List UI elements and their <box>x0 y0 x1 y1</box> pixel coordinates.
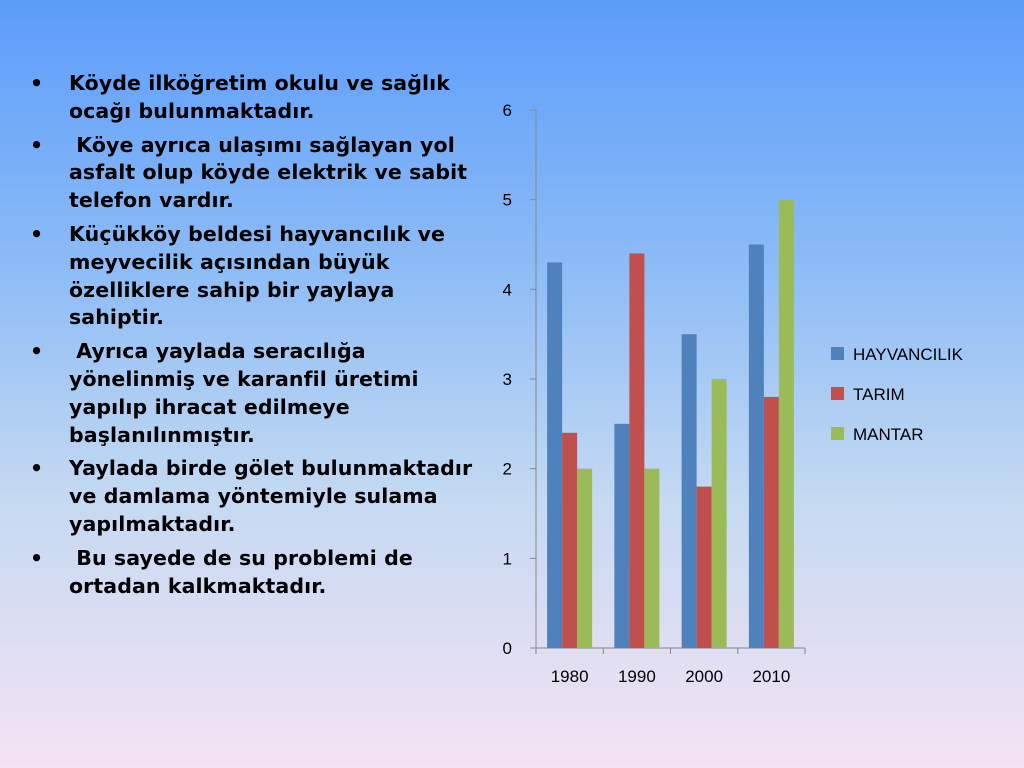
x-tick-label: 2010 <box>752 667 791 686</box>
y-tick-label: 4 <box>502 280 512 300</box>
bullet-text: Köyde ilköğretim okulu ve sağlık ocağı bulunmaktadır. <box>69 71 450 123</box>
bullet-text: Küçükköy beldesi hayvancılık ve meyvecilik açısından büyük özelliklere sahip bir yaylaya sahiptir. <box>69 221 446 330</box>
legend-label: MANTAR <box>853 425 924 444</box>
bullet-marker: • <box>30 71 44 95</box>
bullet-item <box>22 545 484 601</box>
bar-mantar-1980 <box>577 469 592 648</box>
bullet-text: Ayrıca yaylada seracılığa yönelinmiş ve karanfil üretimi yapılıp ihracat edilmeye başlanılınmıştır. <box>69 339 426 447</box>
bar-hayvancilik-2010 <box>749 245 764 649</box>
x-tick-label: 1980 <box>550 667 589 686</box>
bullet-list <box>22 70 484 606</box>
bullet-marker: • <box>30 456 44 481</box>
bar-hayvancilik-1980 <box>547 262 562 648</box>
bullet-item <box>22 70 484 126</box>
y-tick-label: 3 <box>502 370 512 389</box>
y-tick-label: 2 <box>502 459 512 479</box>
bullet-marker: • <box>30 221 44 246</box>
bullet-text: Bu sayede de su problemi de ortadan kalkmaktadır. <box>69 545 421 598</box>
bar-chart <box>490 90 1010 710</box>
y-tick-label: 0 <box>502 639 512 658</box>
bar-tarim-1980 <box>562 433 577 648</box>
bullet-marker: • <box>30 339 44 364</box>
bar-mantar-2010 <box>779 200 794 648</box>
bullet-item <box>22 338 484 449</box>
bullet-marker: • <box>30 132 44 157</box>
bar-mantar-2000 <box>712 379 727 648</box>
legend-swatch-mantar <box>831 427 844 440</box>
bullet-item <box>22 455 484 538</box>
x-tick-label: 2000 <box>685 667 724 686</box>
bullet-marker: • <box>30 545 44 570</box>
x-tick-label: 1990 <box>617 667 656 686</box>
bar-mantar-1990 <box>644 469 659 648</box>
legend-swatch-tarim <box>831 387 844 400</box>
bar-hayvancilik-1990 <box>614 424 629 648</box>
bullet-item <box>22 221 484 332</box>
y-tick-label: 1 <box>502 549 512 569</box>
legend-swatch-hayvancilik <box>831 347 844 360</box>
bar-tarim-2000 <box>697 487 712 648</box>
bullet-text: Yaylada birde gölet bulunmaktadır ve damlama yöntemiyle sulama yapılmaktadır. <box>69 456 473 536</box>
legend-label: HAYVANCILIK <box>853 345 963 364</box>
y-tick-label: 6 <box>502 101 512 120</box>
y-tick-label: 5 <box>502 190 512 210</box>
bullet-item <box>22 132 484 215</box>
legend-label: TARIM <box>853 385 905 404</box>
bullet-text: Köye ayrıca ulaşımı sağlayan yol asfalt olup köyde elektrik ve sabit telefon vardır. <box>69 132 475 213</box>
bar-tarim-2010 <box>764 397 779 648</box>
bar-tarim-1990 <box>629 253 644 648</box>
bar-hayvancilik-2000 <box>682 334 697 648</box>
